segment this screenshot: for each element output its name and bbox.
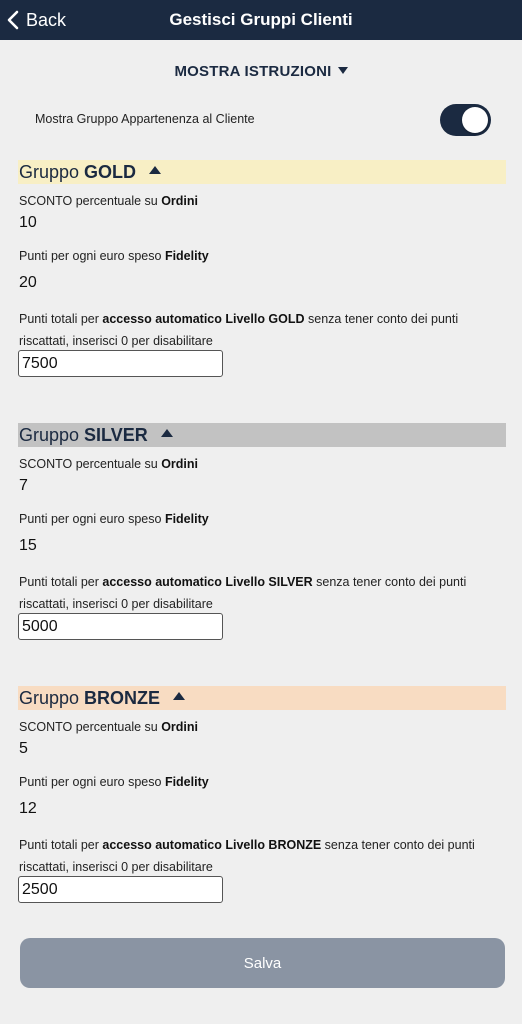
punti-label-text: Punti per ogni euro speso bbox=[19, 775, 165, 789]
soglia-label-post: senza tener conto dei punti riscattati, inserisci 0 per disabilitare bbox=[19, 575, 467, 611]
group-header-silver[interactable] bbox=[18, 423, 506, 447]
caret-up-icon bbox=[149, 166, 161, 174]
soglia-label bbox=[19, 571, 509, 615]
caret-down-icon bbox=[338, 67, 348, 74]
soglia-label-bold: accesso automatico Livello GOLD bbox=[102, 312, 305, 326]
group-name: BRONZE bbox=[84, 687, 161, 708]
soglia-input[interactable]: 2500 bbox=[18, 876, 223, 903]
show-instructions-label: MOSTRA ISTRUZIONI bbox=[174, 62, 332, 80]
sconto-label bbox=[19, 190, 509, 212]
show-group-label: Mostra Gruppo Appartenenza al Cliente bbox=[35, 112, 255, 126]
sconto-label-text: SCONTO percentuale su bbox=[19, 720, 162, 734]
soglia-label-post: senza tener conto dei punti riscattati, inserisci 0 per disabilitare bbox=[19, 838, 475, 874]
sconto-value[interactable]: 5 bbox=[19, 740, 28, 757]
punti-value[interactable]: 20 bbox=[19, 274, 37, 291]
group-header-gold[interactable] bbox=[18, 160, 506, 184]
soglia-input[interactable]: 5000 bbox=[18, 613, 223, 640]
punti-label bbox=[19, 771, 509, 793]
sconto-label bbox=[19, 716, 509, 738]
punti-value[interactable]: 15 bbox=[19, 537, 37, 554]
soglia-label bbox=[19, 834, 509, 878]
show-instructions-toggle[interactable] bbox=[0, 60, 522, 82]
soglia-input[interactable]: 7500 bbox=[18, 350, 223, 377]
switch-knob bbox=[462, 107, 488, 133]
soglia-label-bold: accesso automatico Livello BRONZE bbox=[102, 838, 322, 852]
punti-label bbox=[19, 245, 509, 267]
soglia-label-post: senza tener conto dei punti riscattati, inserisci 0 per disabilitare bbox=[19, 312, 459, 348]
punti-label bbox=[19, 508, 509, 530]
save-button[interactable]: Salva bbox=[20, 938, 505, 988]
punti-label-bold: Fidelity bbox=[164, 775, 209, 789]
punti-value[interactable]: 12 bbox=[19, 800, 37, 817]
sconto-label-bold: Ordini bbox=[161, 720, 199, 734]
group-name: SILVER bbox=[84, 424, 148, 445]
caret-up-icon bbox=[161, 429, 173, 437]
soglia-label bbox=[19, 308, 509, 352]
sconto-label bbox=[19, 453, 509, 475]
group-prefix: Gruppo bbox=[19, 424, 80, 445]
sconto-value[interactable]: 7 bbox=[19, 477, 28, 494]
back-label: Back bbox=[26, 9, 67, 30]
sconto-label-text: SCONTO percentuale su bbox=[19, 194, 162, 208]
punti-label-text: Punti per ogni euro speso bbox=[19, 249, 165, 263]
soglia-label-pre: Punti totali per bbox=[19, 312, 103, 326]
sconto-label-bold: Ordini bbox=[161, 194, 199, 208]
caret-up-icon bbox=[173, 692, 185, 700]
soglia-label-bold: accesso automatico Livello SILVER bbox=[102, 575, 313, 589]
group-header-bronze[interactable] bbox=[18, 686, 506, 710]
punti-label-bold: Fidelity bbox=[164, 512, 209, 526]
sconto-label-text: SCONTO percentuale su bbox=[19, 457, 162, 471]
soglia-label-pre: Punti totali per bbox=[19, 575, 103, 589]
group-prefix: Gruppo bbox=[19, 161, 80, 182]
soglia-label-pre: Punti totali per bbox=[19, 838, 103, 852]
group-name: GOLD bbox=[84, 161, 137, 182]
show-group-switch[interactable] bbox=[440, 104, 491, 136]
sconto-value[interactable]: 10 bbox=[19, 214, 37, 231]
punti-label-text: Punti per ogni euro speso bbox=[19, 512, 165, 526]
group-prefix: Gruppo bbox=[19, 687, 80, 708]
navigation-bar bbox=[0, 0, 522, 40]
punti-label-bold: Fidelity bbox=[164, 249, 209, 263]
page-title: Gestisci Gruppi Clienti bbox=[169, 10, 353, 29]
sconto-label-bold: Ordini bbox=[161, 457, 199, 471]
